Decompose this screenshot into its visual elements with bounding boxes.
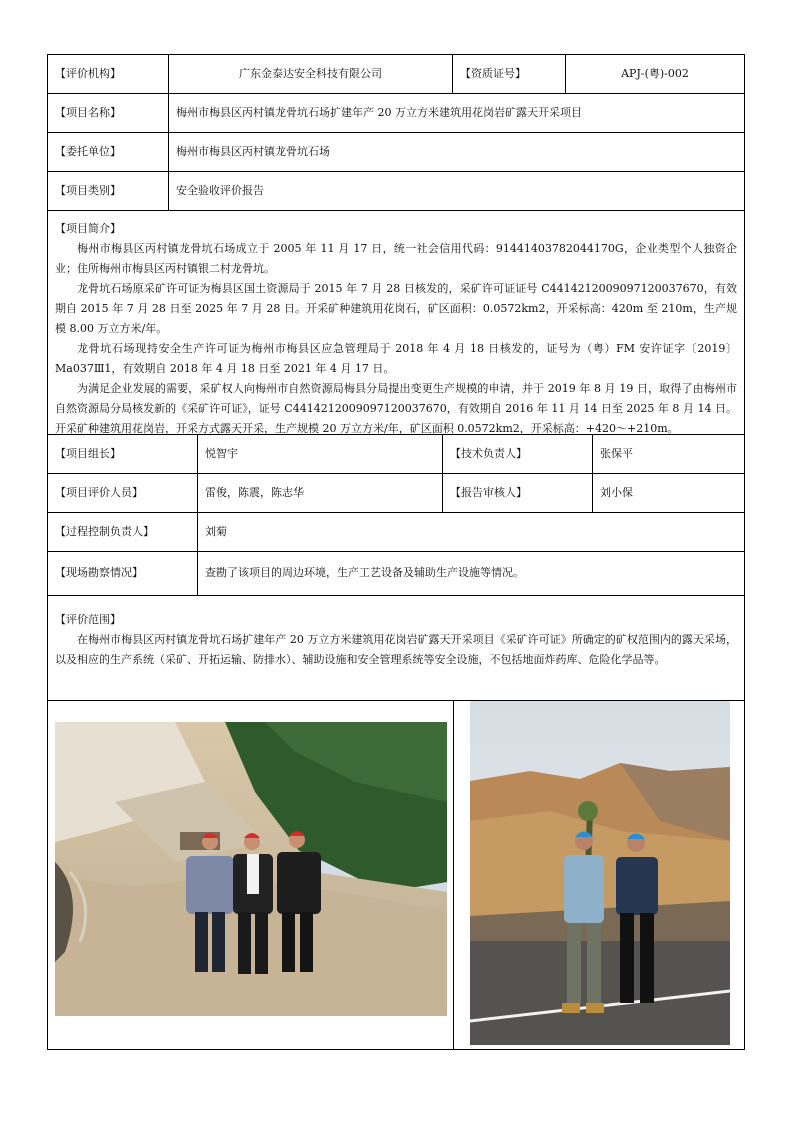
org-label: 【评价机构】 <box>48 55 169 93</box>
client-row <box>48 133 744 172</box>
intro-block <box>48 211 744 434</box>
reviewer-label: 【报告审核人】 <box>443 474 593 512</box>
scope-title: 【评价范围】 <box>55 613 121 626</box>
process-value: 刘菊 <box>205 524 227 538</box>
project-name-row <box>48 94 744 133</box>
right-photo-cell <box>454 701 744 1049</box>
process-row <box>48 513 744 552</box>
members-row <box>48 474 744 513</box>
project-name-label: 【项目名称】 <box>48 94 169 132</box>
scope-row <box>48 596 744 701</box>
members-label: 【项目评价人员】 <box>48 474 198 512</box>
leader-label: 【项目组长】 <box>48 435 198 473</box>
site-photo-left <box>55 722 447 1016</box>
org-row <box>48 55 744 94</box>
org-value: 广东金泰达安全科技有限公司 <box>169 55 453 93</box>
scope-block <box>48 596 744 700</box>
site-label: 【现场勘察情况】 <box>48 552 198 595</box>
intro-paragraph: 为满足企业发展的需要，采矿权人向梅州市自然资源局梅县分局提出变更生产规模的申请，并于 2019 年 8 月 19 日，取得了由梅州市自然资源局分局核发新的《采矿许可证》，证号 C4414212009097120037670，有效期自 2016 年 11 月 14 日至 2025 年 8 月 14 日。开采矿种建筑用花岗岩，开采方式露天开采，生产规模 20 万立方米/年，矿区面积 0.0572km2，开采标高：+420～+210m。 <box>55 382 737 435</box>
members-value: 雷俊，陈震，陈志华 <box>198 474 443 512</box>
site-row <box>48 552 744 596</box>
leader-row <box>48 435 744 474</box>
intro-title: 【项目简介】 <box>55 222 121 235</box>
left-photo-cell <box>48 701 454 1049</box>
client-value: 梅州市梅县区丙村镇龙骨坑石场 <box>176 144 330 158</box>
tech-lead-value: 张保平 <box>600 446 633 460</box>
reviewer-value: 刘小保 <box>600 485 633 499</box>
cert-label: 【资质证号】 <box>453 55 566 93</box>
photos-row <box>48 701 744 1049</box>
intro-paragraph: 龙骨坑石场原采矿许可证为梅县区国土资源局于 2015 年 7 月 28 日核发的，采矿许可证证号 C4414212009097120037670，有效期自 2015 年 7 月 28 日至 2025 年 7 月 28 日。开采矿种建筑用花岗石，矿区面积：0.0572km2，开采标高：420m 至 210m，生产规模 8.00 万立方米/年。 <box>55 282 737 335</box>
tech-lead-label: 【技术负责人】 <box>443 435 593 473</box>
site-photo-right <box>470 701 730 1045</box>
client-label: 【委托单位】 <box>48 133 169 171</box>
project-type-row <box>48 172 744 211</box>
project-type-value: 安全验收评价报告 <box>176 183 264 197</box>
cert-value: APJ-(粤)-002 <box>621 66 689 80</box>
intro-paragraph: 龙骨坑石场现持安全生产许可证为梅州市梅县区应急管理局于 2018 年 4 月 18 日核发的，证号为（粤）FM 安许证字〔2019〕Ma037Ⅲ1，有效期自 2018 年 4 月 18 日至 2021 年 4 月 17 日。 <box>55 342 737 375</box>
scope-text: 在梅州市梅县区丙村镇龙骨坑石场扩建年产 20 万立方米建筑用花岗岩矿露天开采项目《采矿许可证》所确定的矿权范围内的露天采场，以及相应的生产系统（采矿、开拓运输、防排水）、辅助设施和安全管理系统等安全设施，不包括地面炸药库、危险化学品等。 <box>55 633 737 666</box>
project-name-value: 梅州市梅县区丙村镇龙骨坑石场扩建年产 20 万立方米建筑用花岗岩矿露天开采项目 <box>176 105 582 119</box>
leader-value: 悦智宇 <box>198 435 443 473</box>
evaluation-info-table <box>47 54 745 1050</box>
site-value: 查勘了该项目的周边环境，生产工艺设备及辅助生产设施等情况。 <box>205 566 524 580</box>
project-type-label: 【项目类别】 <box>48 172 169 210</box>
process-label: 【过程控制负责人】 <box>48 513 198 551</box>
intro-row <box>48 211 744 435</box>
intro-paragraph: 梅州市梅县区丙村镇龙骨坑石场成立于 2005 年 11 月 17 日，统一社会信用代码：91441403782044170G，企业类型个人独资企业；住所梅州市梅县区丙村镇银二村龙骨坑。 <box>55 242 737 275</box>
